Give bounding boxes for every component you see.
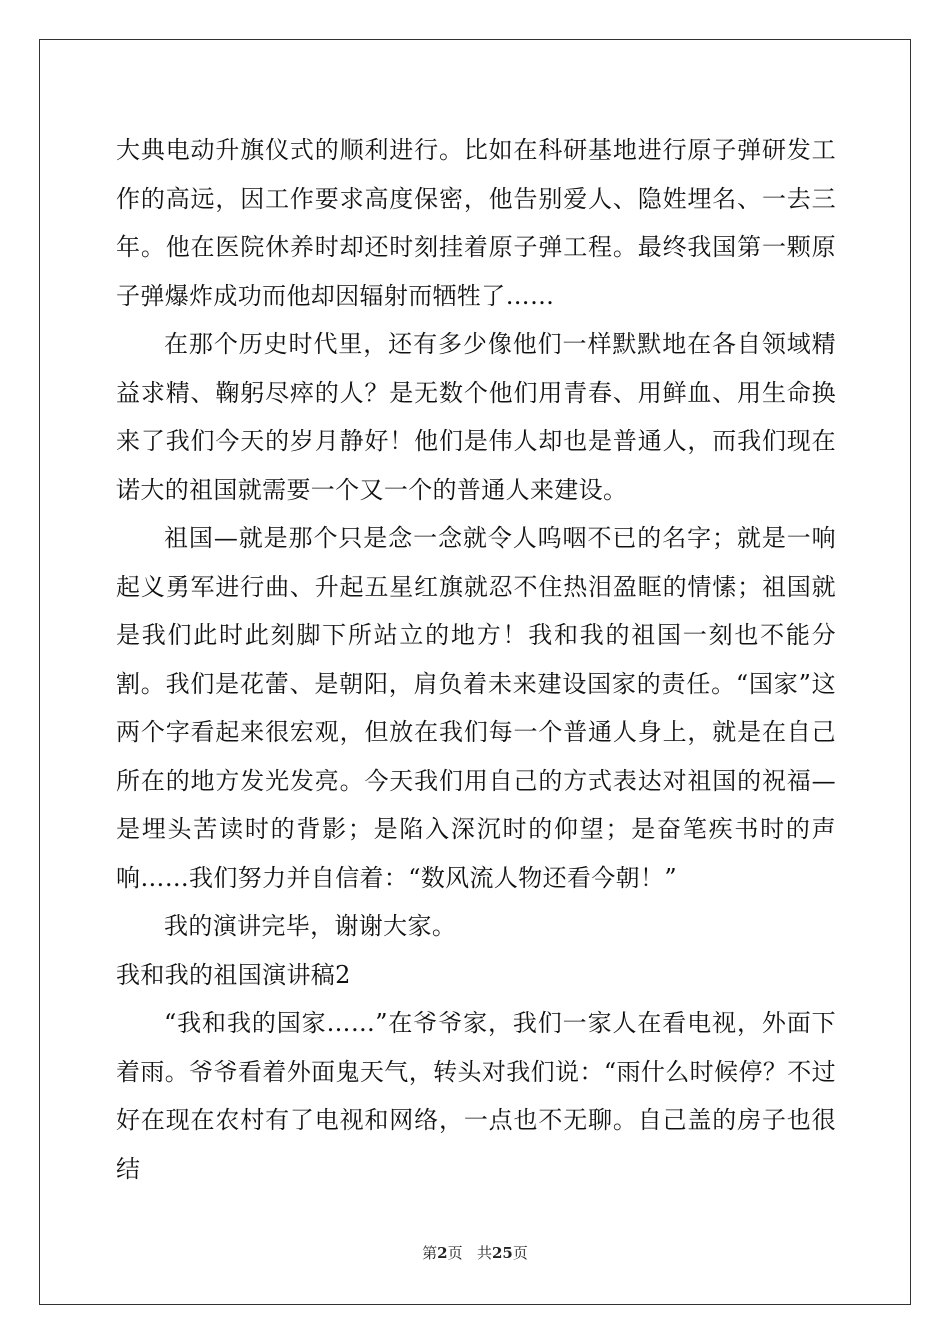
page-prefix: 第 [422, 1244, 438, 1262]
paragraph-motherland: 祖国—就是那个只是念一念就令人呜咽不已的名字；就是一响起义勇军进行曲、升起五星红旗就忍不住热泪盈眶的情愫；祖国就是我们此时此刻脚下所站立的地方！我和我的祖国一刻也不能分割。我们是花蕾、是朝阳，肩负着未来建设国家的责任。“国家”这两个字看起来很宏观，但放在我们每一个普通人身上，就是在自己所在的地方发光发亮。今天我们用自己的方式表达对祖国的祝福—是埋头苦读时的背影；是陷入深沉时的仰望；是奋笔疾书时的声响……我们努力并自信着：“数风流人物还看今朝！” [116, 524, 836, 892]
page-suffix: 页 [447, 1244, 463, 1262]
paragraph-continuation: 大典电动升旗仪式的顺利进行。比如在科研基地进行原子弹研发工作的高远，因工作要求高度保密，他告别爱人、隐姓埋名、一去三年。他在医院休养时却还时刻挂着原子弹工程。最终我国第一颗原子弹爆炸成功而他却因辐射而牺牲了…… [116, 136, 836, 310]
document-body [116, 126, 836, 1193]
paragraph-grandpa-home: “我和我的国家……”在爷爷家，我们一家人在看电视，外面下着雨。爷爷看着外面鬼天气，转头对我们说：“雨什么时候停？不过好在现在农村有了电视和网络，一点也不无聊。自己盖的房子也很结 [116, 1009, 836, 1183]
total-suffix: 页 [512, 1244, 528, 1262]
section-heading: 我和我的祖国演讲稿2 [116, 960, 351, 989]
paragraph-history-era: 在那个历史时代里，还有多少像他们一样默默地在各自领域精益求精、鞠躬尽瘁的人？是无数个他们用青春、用鲜血、用生命换来了我们今天的岁月静好！他们是伟人却也是普通人，而我们现在诺大的祖国就需要一个又一个的普通人来建设。 [116, 330, 836, 504]
total-pages: 25 [491, 1244, 513, 1262]
paragraph-closing: 我的演讲完毕，谢谢大家。 [164, 912, 457, 940]
total-prefix: 共 [476, 1244, 492, 1262]
page-number: 2 [437, 1244, 448, 1262]
page-footer [0, 1242, 950, 1263]
